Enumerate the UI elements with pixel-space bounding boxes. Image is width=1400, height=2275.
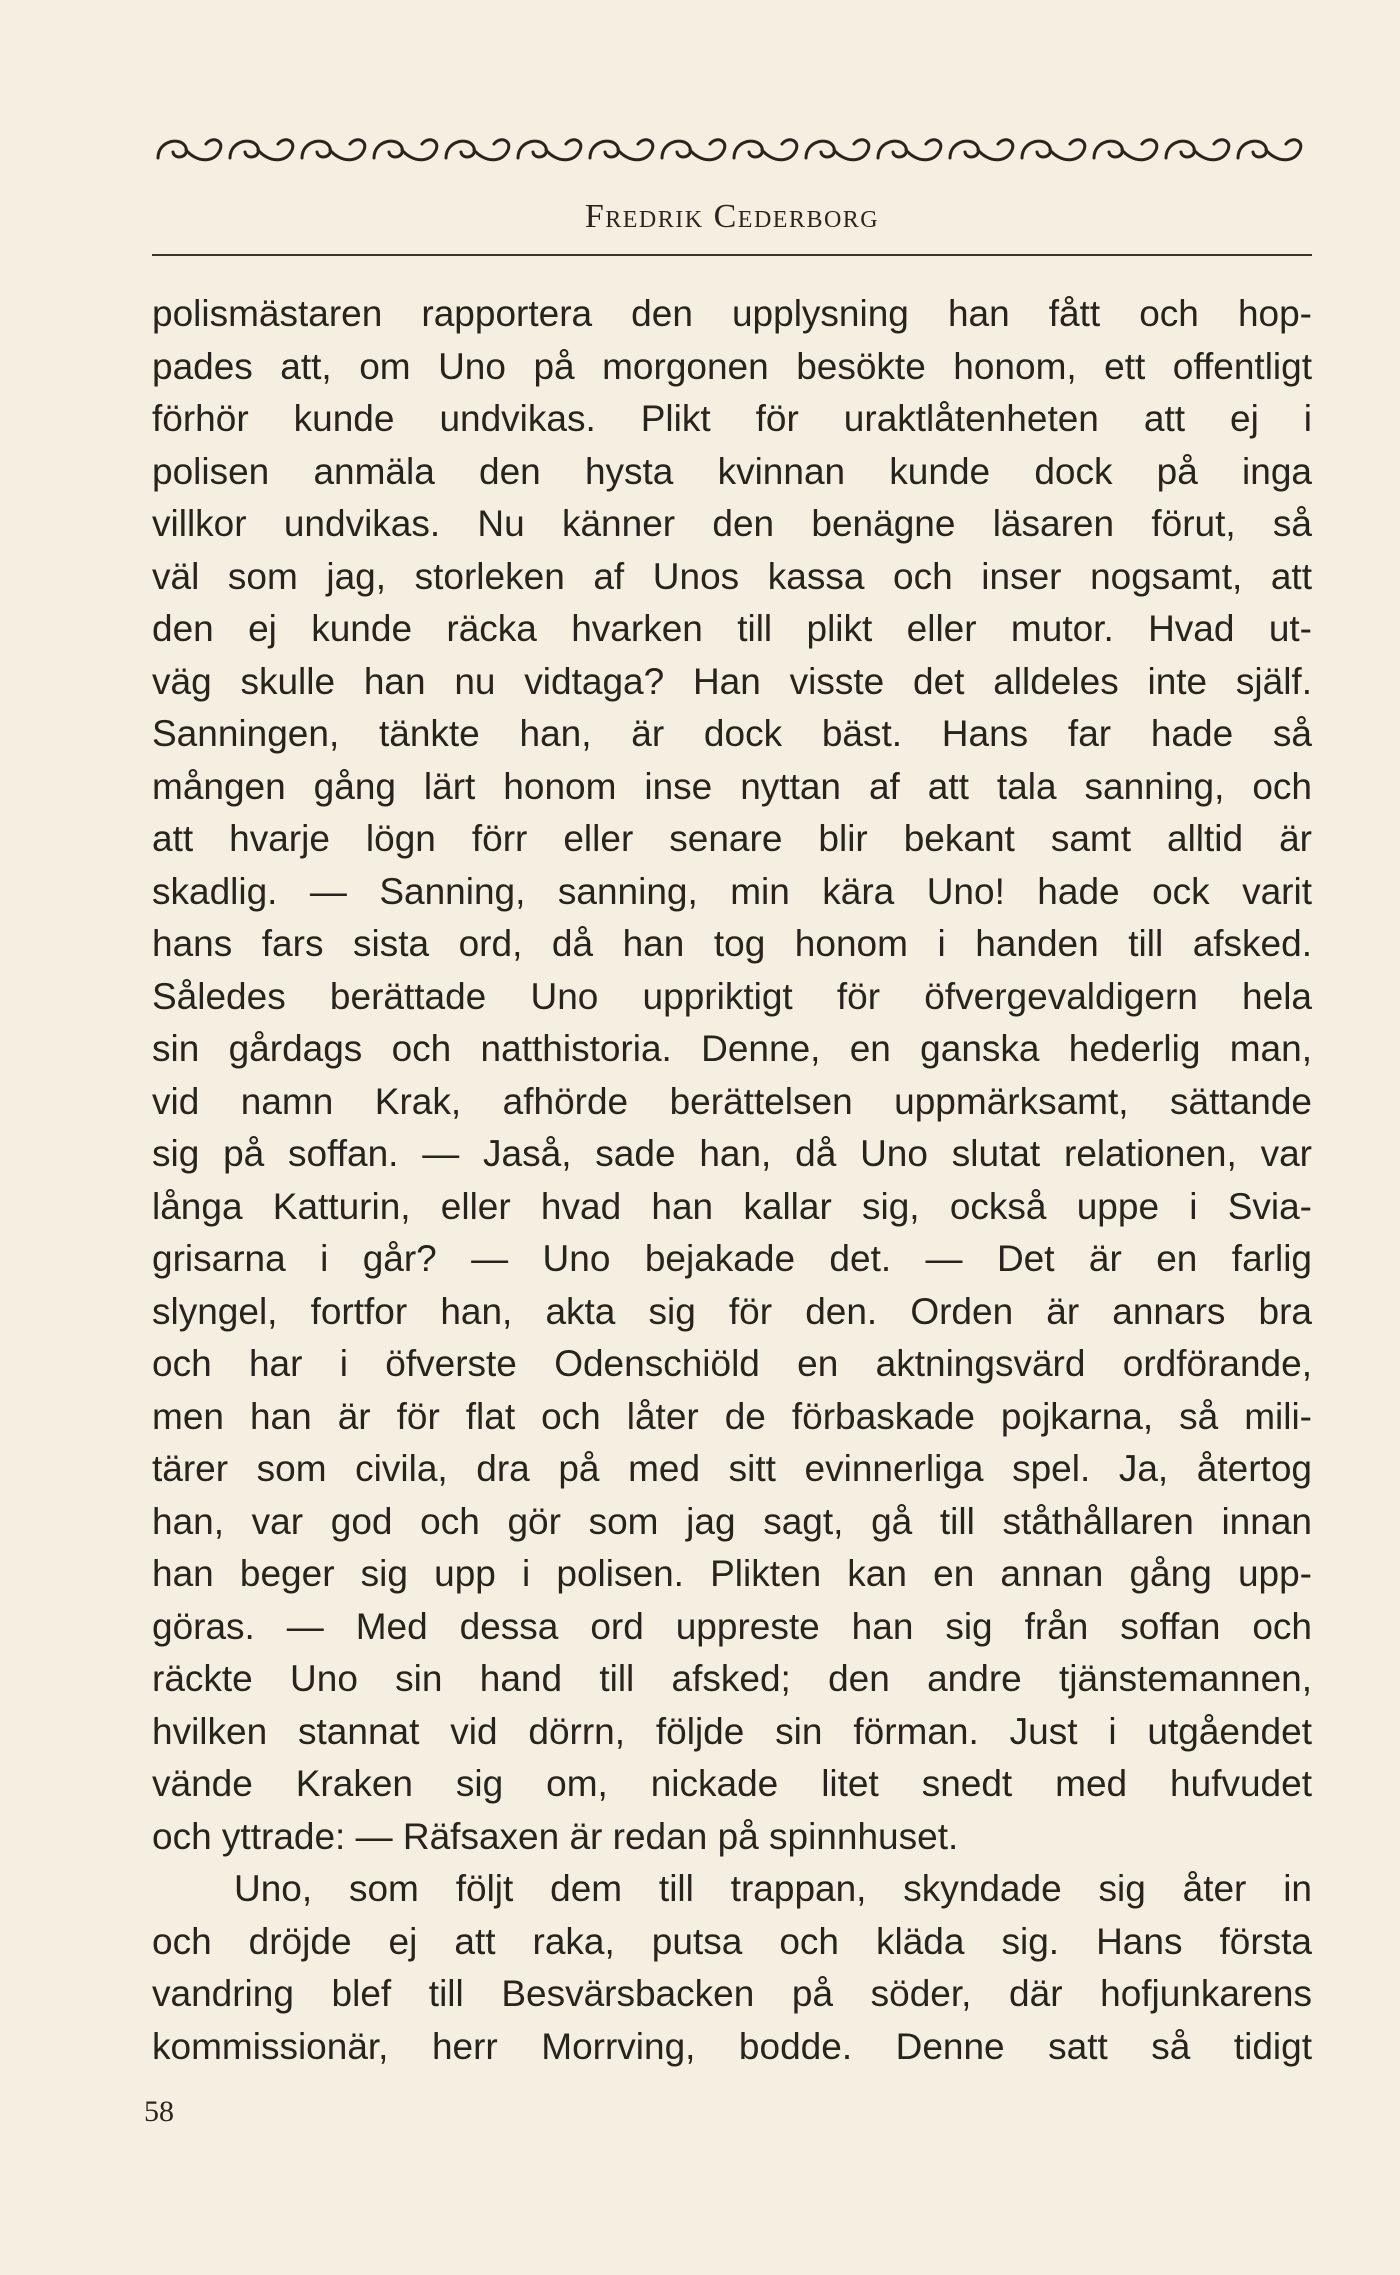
ornament-scroll (950, 140, 1013, 160)
text-line: vände Kraken sig om, nickade litet snedt med hufvudet (152, 1763, 1312, 1804)
text-line: skadlig. — Sanning, sanning, min kära Uno! hade ock varit (152, 870, 1312, 912)
text-line: och har i öfverste Odenschiöld en aktningsvärd ordförande, (152, 1343, 1312, 1384)
ornament-scroll (230, 140, 293, 160)
header-rule (152, 254, 1312, 256)
text-line: vid namn Krak, afhörde berättelsen uppmärksamt, sättande (152, 1080, 1312, 1122)
ornament-scroll (374, 140, 437, 160)
text-line: mången gång lärt honom inse nyttan af att tala sanning, och (152, 765, 1312, 807)
text-line: kommissionär, herr Morrving, bodde. Denne satt så tidigt (152, 2025, 1312, 2067)
text-line: Sanningen, tänkte han, är dock bäst. Hans far hade så (152, 713, 1312, 754)
ornament-scroll (1094, 140, 1157, 160)
ornament-scroll (590, 140, 653, 160)
text-line: polisen anmäla den hysta kvinnan kunde dock på inga (152, 450, 1312, 492)
text-line: sig på soffan. — Jaså, sade han, då Uno slutat relationen, var (152, 1133, 1312, 1174)
text-line: han, var god och gör som jag sagt, gå till ståthållaren innan (152, 1500, 1312, 1542)
text-line: polismästaren rapportera den upplysning han fått och hop- (152, 293, 1312, 334)
text-line: förhör kunde undvikas. Plikt för uraktlåtenheten att ej i (152, 398, 1312, 439)
text-line: väg skulle han nu vidtaga? Han visste det alldeles inte själf. (152, 660, 1312, 702)
text-line: och yttrade: — Räfsaxen är redan på spinnhuset. (152, 1815, 959, 1857)
text-line: vandring blef till Besvärsbacken på söder, där hofjunkarens (152, 1973, 1312, 2014)
text-line: tärer som civila, dra på med sitt evinnerliga spel. Ja, återtog (152, 1448, 1312, 1489)
text-line: grisarna i går? — Uno bejakade det. — Det är en farlig (152, 1238, 1312, 1279)
text-line: pades att, om Uno på morgonen besökte honom, ett offentligt (152, 345, 1312, 387)
ornament-scroll (446, 140, 509, 160)
text-line: Således berättade Uno uppriktigt för öfvergevaldigern hela (152, 975, 1312, 1017)
text-line: slyngel, fortfor han, akta sig för den. Orden är annars bra (152, 1290, 1312, 1332)
text-line: långa Katturin, eller hvad han kallar sig, också uppe i Svia- (152, 1185, 1312, 1227)
text-line: väl som jag, storleken af Unos kassa och inser nogsamt, att (152, 555, 1312, 597)
text-line: hvilken stannat vid dörrn, följde sin förman. Just i utgåendet (152, 1710, 1312, 1752)
ornament-scroll (1166, 140, 1229, 160)
ornament-scroll (878, 140, 941, 160)
text-line: Uno, som följt dem till trappan, skyndade sig åter in (234, 1868, 1312, 1909)
ornament-scroll (302, 140, 365, 160)
text-line: att hvarje lögn förr eller senare blir bekant samt alltid är (152, 818, 1312, 859)
ornament-scroll (734, 140, 797, 160)
ornament-scroll (1238, 140, 1301, 160)
ornament-scroll (158, 140, 221, 160)
body-text (152, 288, 1312, 2073)
text-line: han beger sig upp i polisen. Plikten kan en annan gång upp- (152, 1553, 1312, 1594)
ornament-scroll (1022, 140, 1085, 160)
text-line: räckte Uno sin hand till afsked; den andre tjänstemannen, (152, 1658, 1312, 1699)
text-line: den ej kunde räcka hvarken till plikt eller mutor. Hvad ut- (152, 608, 1312, 649)
ornament-scroll (662, 140, 725, 160)
text-line: villkor undvikas. Nu känner den benägne läsaren förut, så (152, 503, 1312, 544)
text-line: hans fars sista ord, då han tog honom i handen till afsked. (152, 923, 1312, 964)
text-line: sin gårdags och natthistoria. Denne, en ganska hederlig man, (152, 1028, 1312, 1069)
text-line: och dröjde ej att raka, putsa och kläda sig. Hans första (152, 1920, 1312, 1962)
running-head-author: Fredrik Cederborg (584, 198, 880, 235)
text-line: men han är för flat och låter de förbaskade pojkarna, så mili- (152, 1395, 1312, 1437)
decorative-ornament-band (152, 128, 1312, 170)
ornament-scroll (518, 140, 581, 160)
ornament-scroll (806, 140, 869, 160)
text-line: göras. — Med dessa ord uppreste han sig från soffan och (152, 1605, 1312, 1647)
page-number: 58 (144, 2095, 174, 2128)
